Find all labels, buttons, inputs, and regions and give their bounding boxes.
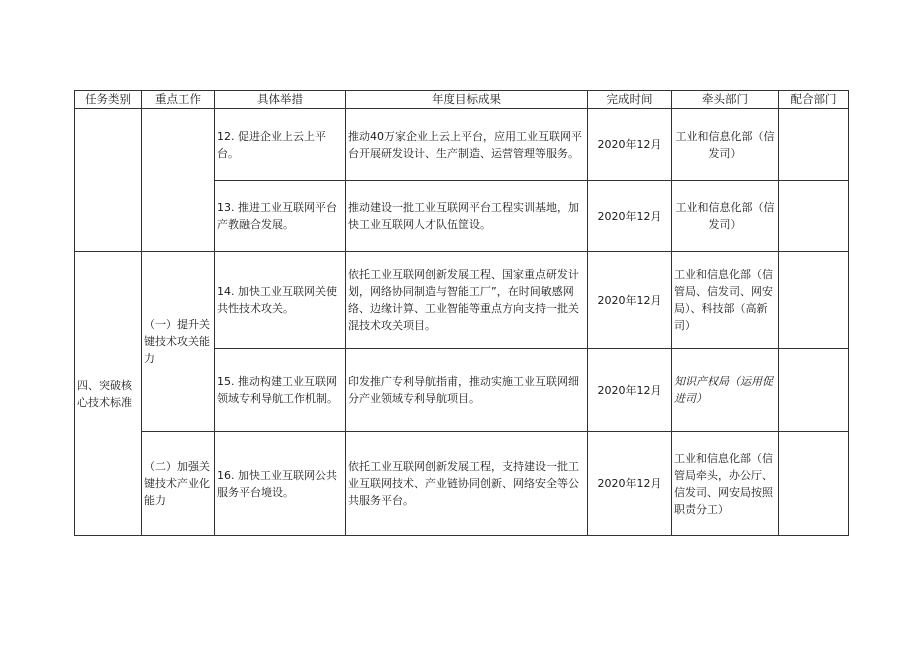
header-lead-dept: 牵头部门 <box>672 91 779 109</box>
goal-cell: 推动40万家企业上云上平台，应用工业互联网平台开展研发设计、生产制造、运营管理等服务。 <box>346 109 588 181</box>
coop-dept-cell <box>779 252 849 349</box>
coop-dept-cell <box>779 109 849 181</box>
lead-dept-cell: 工业和信息化部（信管局牵头，办公厅、信发司、网安局按照职责分工） <box>672 432 779 536</box>
coop-dept-cell <box>779 181 849 252</box>
work-cell-empty <box>142 109 215 252</box>
time-cell: 2020年12月 <box>588 181 672 252</box>
measure-cell: 12. 促进企业上云上平台。 <box>215 109 346 181</box>
lead-dept-cell: 工业和信息化部（信管局、信发司、网安局）、科技部（高新司） <box>672 252 779 349</box>
goal-cell: 依托工业互联网创新发展工程，支持建设一批工业互联网技术、产业链协同创新、网络安全等公共服务平台。 <box>346 432 588 536</box>
header-annual-goal: 年度目标成果 <box>346 91 588 109</box>
header-coop-dept: 配合部门 <box>779 91 849 109</box>
lead-dept-cell: 知识产权局（运用促进司） <box>672 349 779 432</box>
table-row <box>75 432 849 536</box>
key-work-cell: （二）加强关键技术产业化能力 <box>142 432 215 536</box>
table-row <box>75 252 849 349</box>
goal-cell: 印发推广专利导航指甫，推动实施工业互联网细分产业领域专利导航项目。 <box>346 349 588 432</box>
measure-cell: 13. 推进工业互联网平台产教融合发展。 <box>215 181 346 252</box>
header-measure: 具体举措 <box>215 91 346 109</box>
header-completion-time: 完成时间 <box>588 91 672 109</box>
key-work-cell: （一）提升关键技术攻关能力 <box>142 252 215 432</box>
lead-dept-cell: 工业和信息化部（信发司） <box>672 109 779 181</box>
header-key-work: 重点工作 <box>142 91 215 109</box>
lead-dept-cell: 工业和信息化部（信发司） <box>672 181 779 252</box>
table-row <box>75 109 849 181</box>
goal-cell: 依托工业互联网创新发展工程、国家重点研发计划，网络协同制造与智能工厂”，在时间敏感网络、边缘计算、工业智能等重点方向支持一批关混技术攻关项目。 <box>346 252 588 349</box>
category-cell-empty <box>75 109 142 252</box>
measure-cell: 15. 推动构建工业互联网领域专利导航工作机制。 <box>215 349 346 432</box>
time-cell: 2020年12月 <box>588 109 672 181</box>
measure-cell: 16. 加快工业互联网公共服务平台境设。 <box>215 432 346 536</box>
coop-dept-cell <box>779 349 849 432</box>
time-cell: 2020年12月 <box>588 252 672 349</box>
goal-cell: 推动建设一批工业互联网平台工程实训基地，加快工业互联网人才队伍筐设。 <box>346 181 588 252</box>
header-category: 任务类别 <box>75 91 142 109</box>
coop-dept-cell <box>779 432 849 536</box>
task-plan-table <box>74 90 849 536</box>
measure-cell: 14. 加快工业互联网关使共性技术攻关。 <box>215 252 346 349</box>
time-cell: 2020年12月 <box>588 349 672 432</box>
header-row <box>75 91 849 109</box>
category-cell: 四、突破核心技术标准 <box>75 252 142 536</box>
time-cell: 2020年12月 <box>588 432 672 536</box>
